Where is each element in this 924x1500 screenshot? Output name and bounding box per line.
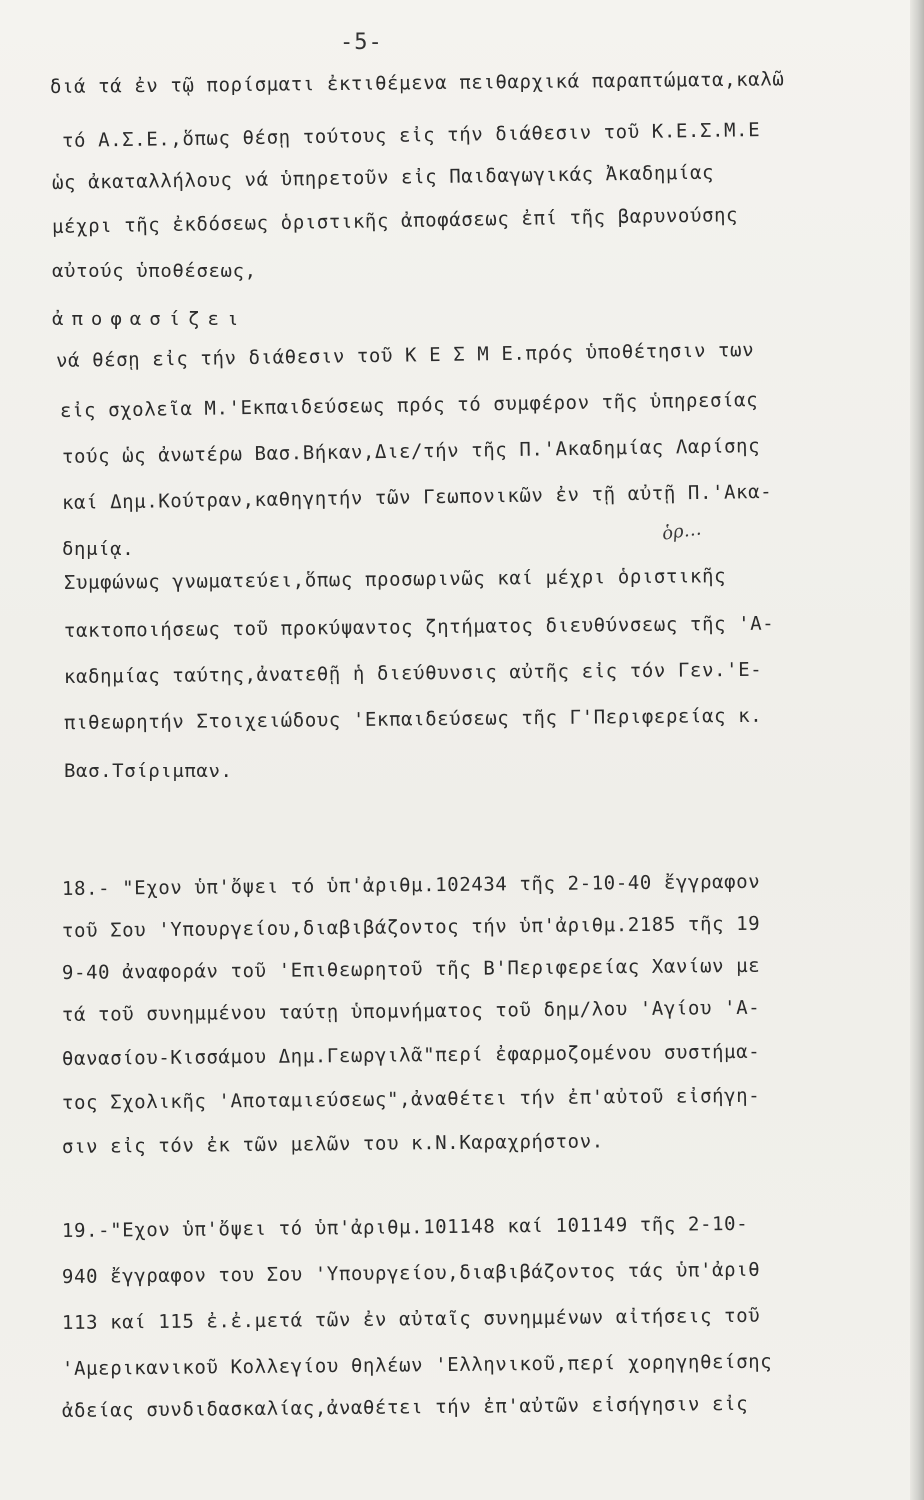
handwritten-annotation: ὁρ… [660,518,703,545]
text-line: πιθεωρητήν Στοιχειώδους 'Εκπαιδεύσεως τῆς Γ'Περιφερείας κ. [63,704,763,734]
text-line: ἀδείας συνδιδασκαλίας,ἀναθέτει τήν ἐπ'αὐτῶν εἰσήγησιν εἰς [61,1392,749,1422]
text-line: 113 καί 115 ἐ.ἐ.μετά τῶν ἐν αὐταῖς συνημμένων αἰτήσεις τοῦ [61,1304,761,1334]
text-line: Βασ.Τσίριμπαν. [64,760,233,782]
text-line: τό Α.Σ.Ε.,ὅπως θέσῃ τούτους εἰς τήν διάθεσιν τοῦ Κ.Ε.Σ.Μ.Ε [61,119,761,152]
text-line: εἰς σχολεῖα Μ.'Εκπαιδεύσεως πρός τό συμφέρον τῆς ὑπηρεσίας [59,389,759,422]
text-line: 19.-"Εχον ὑπ'ὄψει τό ὑπ'ἀριθμ.101148 καί 101149 τῆς 2-10- [61,1212,749,1242]
text-line: αὐτούς ὑποθέσεως, [52,260,257,282]
text-line: σιν εἰς τόν ἐκ τῶν μελῶν του κ.Ν.Καραχρήστον. [61,1130,604,1158]
text-line: 9-40 ἀναφοράν τοῦ 'Επιθεωρητοῦ τῆς Β'Περιφερείας Χανίων με [61,954,761,984]
text-line: ὡς ἀκαταλλήλους νά ὑπηρετοῦν εἰς Παιδαγωγικάς Ἀκαδημίας [51,161,715,194]
text-line: τος Σχολικῆς 'Αποταμιεύσεως",ἀναθέτει τήν ἐπ'αὐτοῦ εἰσήγη- [61,1084,761,1114]
text-line: διά τά ἐν τῷ πορίσματι ἐκτιθέμενα πειθαρχικά παραπτώματα,καλῶ [49,68,785,98]
text-line: δημίᾳ. [62,538,135,560]
text-line: καί Δημ.Κούτραν,καθηγητήν τῶν Γεωπονικῶν ἐν τῇ αὐτῇ Π.'Ακα- [61,480,773,514]
text-line: τοῦ Σου 'Υπουργείου,διαβιβάζοντος τήν ὑπ'ἀριθμ.2185 τῆς 19 [61,912,761,942]
text-line: Συμφώνως γνωματεύει,ὅπως προσωρινῶς καί μέχρι ὁριστικῆς [63,565,727,594]
text-line: τά τοῦ συνημμένου ταύτῃ ὑπομνήματος τοῦ δημ/λου 'Αγίου 'Α- [61,996,761,1026]
page-number: -5- [340,30,383,55]
text-line: τούς ὡς ἀνωτέρω Βασ.Βήκαν,Διε/τήν τῆς Π.'Ακαδημίας Λαρίσης [61,435,761,468]
text-line: μέχρι τῆς ἐκδόσεως ὁριστικῆς ἀποφάσεως ἐπί τῆς βαρυνούσης [51,204,739,238]
text-line: 'Αμερικανικοῦ Κολλεγίου θηλέων 'Ελληνικοῦ,περί χορηγηθείσης [61,1350,773,1380]
text-line: 18.- "Εχον ὑπ'ὄψει τό ὑπ'ἀριθμ.102434 τῆς 2-10-40 ἔγγραφον [61,870,761,900]
text-line: 940 ἔγγραφον του Σου 'Υπουργείου,διαβιβάζοντος τάς ὑπ'ἀριθ [61,1258,761,1288]
text-line: καδημίας ταύτης,ἀνατεθῇ ἡ διεύθυνσις αὐτῆς εἰς τόν Γεν.'Ε- [63,658,763,688]
text-line: νά θέσῃ εἰς τήν διάθεσιν τοῦ Κ Ε Σ Μ Ε.πρός ὑποθέτησιν των [55,339,755,372]
text-line: θανασίου-Κισσάμου Δημ.Γεωργιλᾶ"περί ἐφαρμοζομένου συστήμα- [61,1040,761,1070]
decision-heading: ἀποφασίζει [52,308,247,330]
text-line: τακτοποιήσεως τοῦ προκύψαντος ζητήματος διευθύνσεως τῆς 'Α- [63,612,775,642]
page-edge-shadow [910,0,924,1500]
